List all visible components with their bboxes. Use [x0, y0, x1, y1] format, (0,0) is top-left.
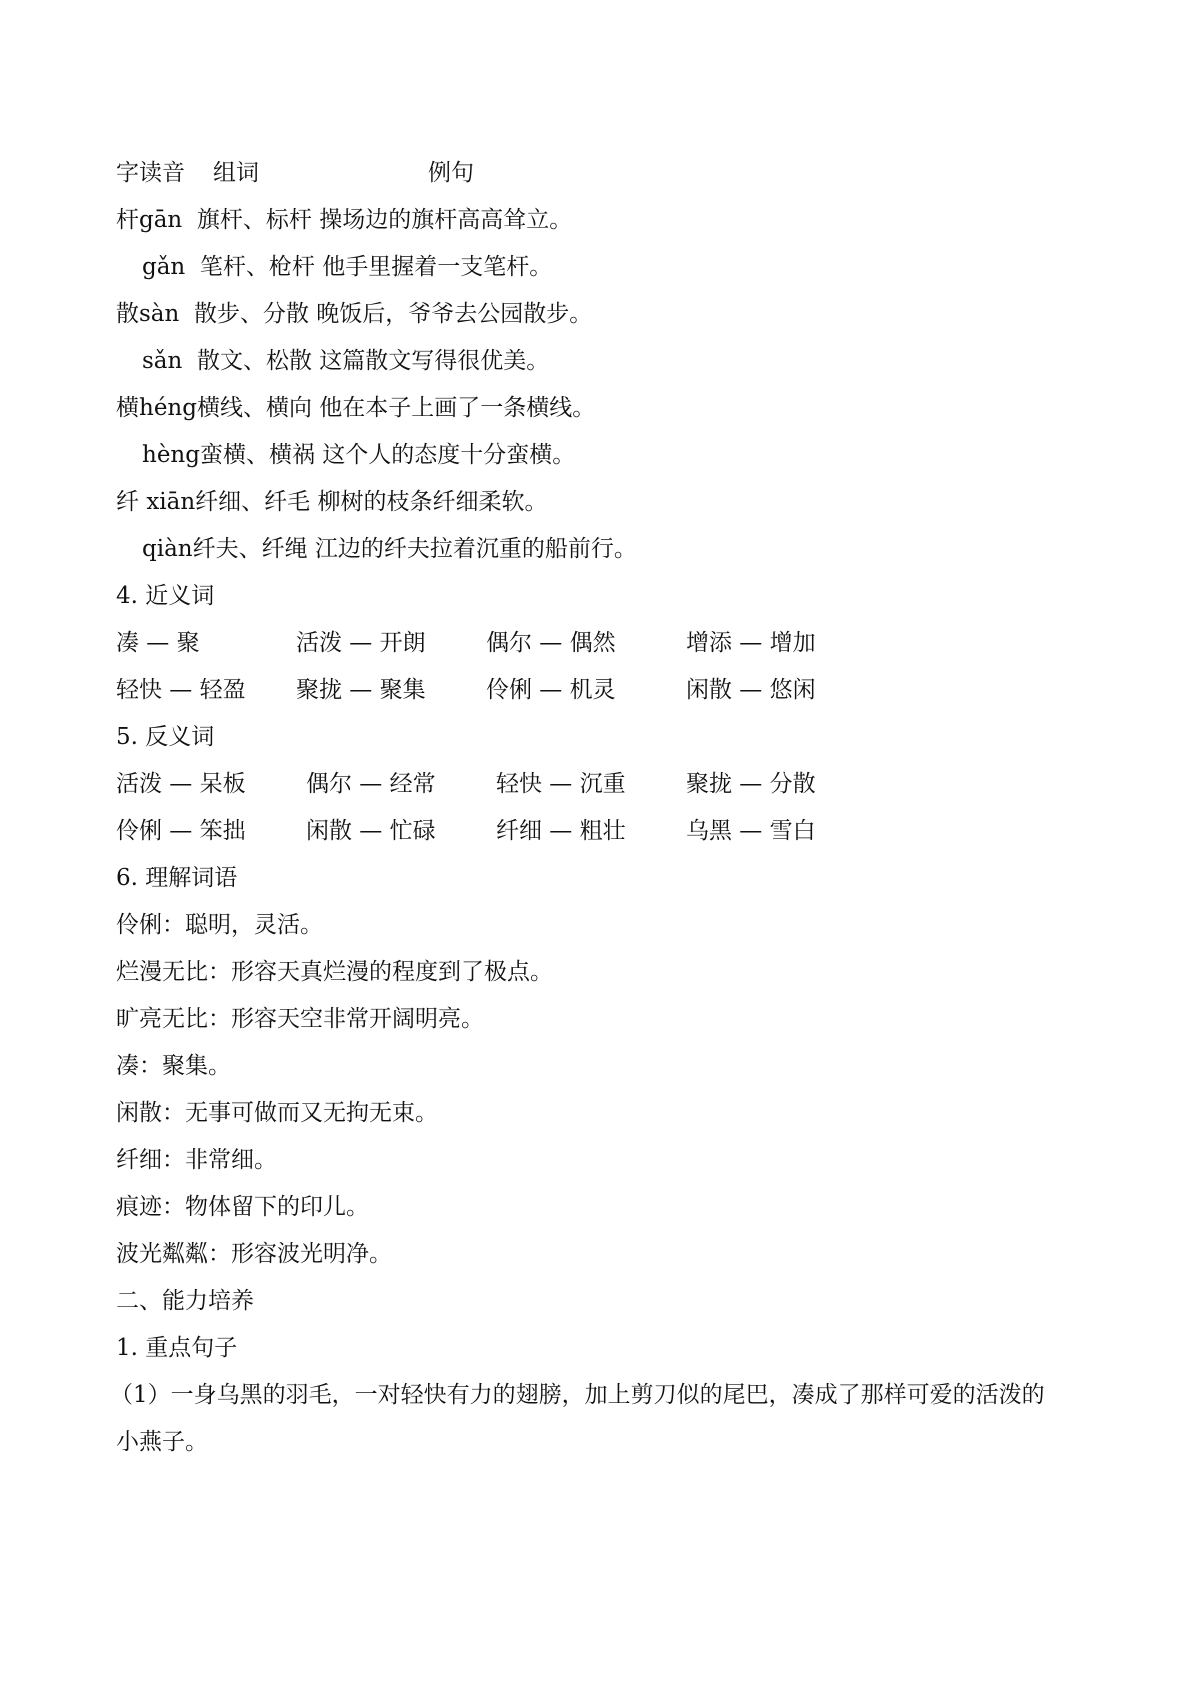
glossary-item: 凑：聚集。 — [116, 1053, 231, 1079]
section2-heading: 二、能力培养 — [116, 1288, 254, 1314]
polyphone-sentence: 操场边的旗杆高高耸立。 — [319, 207, 573, 233]
polyphone-sentence: 他手里握着一支笔杆。 — [322, 254, 553, 280]
synonym-pair: 偶尔 — 偶然 — [486, 630, 616, 656]
polyphone-sentence: 他在本子上画了一条横线。 — [319, 395, 596, 421]
synonym-pair: 凑 — 聚 — [116, 630, 200, 656]
polyphone-words: 纤细、纤毛 — [195, 489, 311, 515]
antonym-row — [116, 808, 1116, 855]
glossary-item: 波光粼粼：形容波光明净。 — [116, 1241, 392, 1267]
polyphone-words: 笔杆、枪杆 — [199, 254, 315, 280]
antonym-row — [116, 761, 1116, 808]
polyphone-row — [116, 385, 1116, 432]
polyphone-pinyin: xiān — [146, 489, 196, 515]
antonym-pair: 偶尔 — 经常 — [306, 771, 436, 797]
synonym-pair: 轻快 — 轻盈 — [116, 677, 246, 703]
antonym-pair: 闲散 — 忙碌 — [306, 818, 436, 844]
polyphone-char: 杆 — [116, 207, 139, 233]
antonym-pair: 纤细 — 粗壮 — [496, 818, 626, 844]
polyphone-row — [116, 432, 1116, 479]
polyphone-words: 散步、分散 — [193, 301, 309, 327]
glossary-item: 伶俐：聪明，灵活。 — [116, 912, 323, 938]
key-sentence-line: 小燕子。 — [116, 1429, 208, 1455]
synonyms-heading: 4. 近义词 — [116, 583, 215, 609]
polyphone-pinyin: héng — [139, 395, 197, 421]
polyphone-words: 蛮横、横祸 — [199, 442, 315, 468]
glossary-heading: 6. 理解词语 — [116, 865, 238, 891]
polyphone-words: 横线、横向 — [196, 395, 312, 421]
antonym-pair: 活泼 — 呆板 — [116, 771, 246, 797]
polyphone-pinyin: gǎn — [142, 254, 186, 280]
polyphone-row — [116, 244, 1116, 291]
polyphone-row — [116, 291, 1116, 338]
glossary-item: 烂漫无比：形容天真烂漫的程度到了极点。 — [116, 959, 553, 985]
header-pronunciation: 字读音 — [116, 160, 185, 186]
polyphone-sentence: 江边的纤夫拉着沉重的船前行。 — [314, 536, 637, 562]
synonym-pair: 聚拢 — 聚集 — [296, 677, 426, 703]
polyphone-row — [116, 526, 1116, 573]
polyphone-words: 纤夫、纤绳 — [192, 536, 308, 562]
antonym-pair: 聚拢 — 分散 — [686, 771, 816, 797]
antonym-pair: 伶俐 — 笨拙 — [116, 818, 246, 844]
antonym-pair: 乌黑 — 雪白 — [686, 818, 816, 844]
key-sentence-line: （1）一身乌黑的羽毛，一对轻快有力的翅膀，加上剪刀似的尾巴，凑成了那样可爱的活泼的 — [110, 1382, 1045, 1408]
polyphone-pinyin: qiàn — [142, 536, 193, 562]
polyphone-sentence: 这个人的态度十分蛮横。 — [322, 442, 576, 468]
header-words: 组词 — [213, 160, 259, 186]
polyphone-pinyin: hèng — [142, 442, 200, 468]
table-header — [116, 150, 1116, 197]
key-sentences-heading: 1. 重点句子 — [116, 1335, 238, 1361]
polyphone-words: 旗杆、标杆 — [196, 207, 312, 233]
glossary-item: 痕迹：物体留下的印儿。 — [116, 1194, 369, 1220]
synonym-row — [116, 620, 1116, 667]
synonym-row — [116, 667, 1116, 714]
polyphone-char: 横 — [116, 395, 139, 421]
polyphone-row — [116, 479, 1116, 526]
polyphone-sentence: 这篇散文写得很优美。 — [319, 348, 550, 374]
polyphone-row — [116, 338, 1116, 385]
polyphone-sentence: 晚饭后，爷爷去公园散步。 — [316, 301, 593, 327]
glossary-item: 闲散：无事可做而又无拘无束。 — [116, 1100, 438, 1126]
polyphone-words: 散文、松散 — [196, 348, 312, 374]
synonym-pair: 伶俐 — 机灵 — [486, 677, 616, 703]
polyphone-char: 纤 — [116, 489, 139, 515]
synonym-pair: 增添 — 增加 — [686, 630, 816, 656]
polyphone-pinyin: sàn — [139, 301, 180, 327]
synonym-pair: 闲散 — 悠闲 — [686, 677, 816, 703]
antonyms-heading: 5. 反义词 — [116, 724, 215, 750]
polyphone-char: 散 — [116, 301, 139, 327]
document-page — [110, 150, 1116, 1466]
antonym-pair: 轻快 — 沉重 — [496, 771, 626, 797]
polyphone-row — [116, 197, 1116, 244]
header-example: 例句 — [428, 160, 474, 186]
synonym-pair: 活泼 — 开朗 — [296, 630, 426, 656]
glossary-item: 旷亮无比：形容天空非常开阔明亮。 — [116, 1006, 484, 1032]
glossary-item: 纤细：非常细。 — [116, 1147, 277, 1173]
polyphone-sentence: 柳树的枝条纤细柔软。 — [317, 489, 548, 515]
polyphone-pinyin: gān — [139, 207, 183, 233]
polyphone-pinyin: sǎn — [142, 348, 183, 374]
